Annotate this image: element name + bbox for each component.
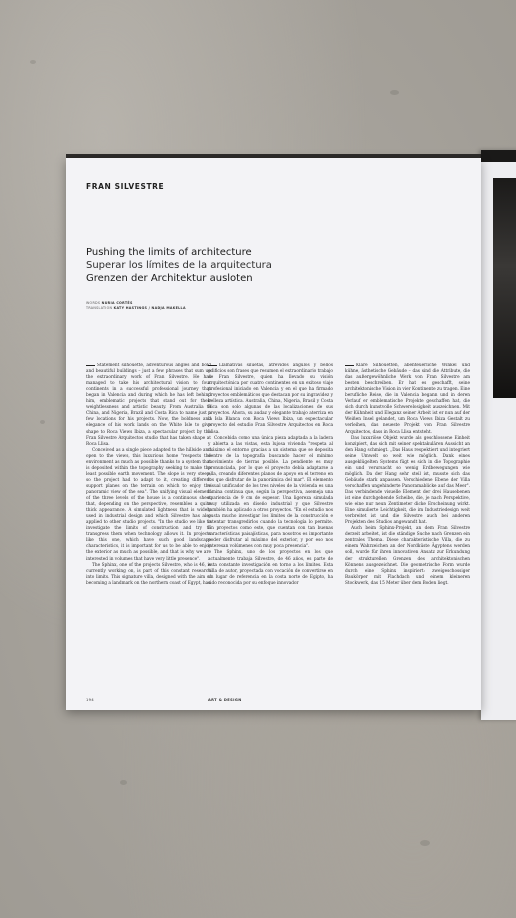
lead-dash [86, 365, 95, 366]
floor-speck [420, 840, 430, 846]
paragraph-text: Statement silhouette, adventurous angles and bold and beautiful buildings – just a few phrases that sum up the extraordinary work of Fran Silvestre. He has managed to take his architectural vision to four continents in a successful professional journey that began in Valencia and during which he has left behind him, emblematic projects that stand out for their weightlessness and artistic beauty. From Australia to China, and Nigeria, Brazil and Costa Rica to name just a few locations for his projects. Now, the boldness and elegance of his work lands on the White Isle to give shape to Roca Views Ibiza, a spectacular project by the Fran Silvestre Arquitectos studio that has taken shape at Roca Llisa. [86, 363, 211, 447]
facing-page-band [481, 150, 516, 162]
article-titles [86, 246, 426, 285]
paragraph [208, 363, 333, 436]
column-english [86, 363, 211, 693]
title-english: Pushing the limits of architecture [86, 247, 252, 258]
paragraph-text: Llamativas siluetas, atrevidos ángulos y bellos edificios son frases que resumen el extraordinario trabajo de Fran Silvestre, quien ha llevado su visión arquitectónica por cuatro continentes en un exitoso viaje profesional iniciado en Valencia y en el que ha firmado proyectos emblemáticos que destacan por su ingravidez y belleza artística. Australia, China, Nigeria, Brasil y Costa Rica son solo algunas de las localizaciones de sus proyectos. Ahora, su audaz y elegante trabajo aterriza en la Isla Blanca con Roca Views Ibiza, un espectacular proyecto del estudio Fran Silvestre Arquitectos en Roca Llisa. [208, 363, 333, 435]
facing-page [481, 150, 516, 720]
translation-names: KATY HASTINGS / NADJA MAKELLA [113, 306, 186, 310]
magazine-section: ART & DESIGN [208, 698, 242, 702]
translation-label: TRANSLATION [86, 306, 113, 310]
floor-speck [30, 60, 36, 64]
column-spanish [208, 363, 333, 693]
title-german: Grenzen der Architektur ausloten [86, 273, 253, 284]
article-credits [86, 301, 186, 311]
paragraph: Auch beim Sphinx-Projekt, an dem Fran Silvestre derzeit arbeitet, ist die ständige Suche nach Grenzen ein zentrales Thema. Diese charakteristische Villa, die zu einem Wahrzeichen an der Nordküste Ägyptens werden soll, wurde für ihren innovativen Ansatz zur Erkundung der strukturellen Grenzen des architektonischen Könnens ausgezeichnet. Die geometrische Form wurde durch eine Sphinx inspiriert: zweigeschossiger Baukörper mit Flachdach und einem kleineren Stockwerk, das 15 Meter über dem Boden liegt. [345, 526, 470, 586]
paragraph: Das luxuriöse Objekt wurde als geschlossene Einheit konzipiert, das sich mit seiner spektakulären Aussicht an den Hang schmiegt. „Das Haus respektiert und integriert seine Umwelt so weit wie möglich. Dank eines ausgeklügelten Systems fügt es sich in die Topographie ein und verursacht so wenig Erdbewegungen wie möglich. Da der Hang sehr steil ist, musste sich das Gebäude stark anpassen. Verschiedene Ebene der Villa verschaffen ungehinderte Panoramablicke auf das Meer". Das verbindende visuelle Element der drei Hausebenen ist eine durchgehende Scheibe, die, je nach Perspektive, wie eine nur neun Zentimeter dicke Erscheinung wirkt. Eine simulierte Leichtigkeit, die im Industriedesign weit verbreitet ist und die Silvestre auch bei anderen Projekten des Studios angewandt hat. [345, 435, 470, 526]
architect-header: FRAN SILVESTRE [86, 182, 165, 191]
title-spanish: Superar los límites de la arquitectura [86, 260, 272, 271]
facing-page-photo [493, 178, 516, 398]
words-name: NURIA CORTÉS [101, 301, 133, 305]
words-label: WORDS [86, 301, 101, 305]
paragraph [345, 363, 470, 436]
lead-dash [345, 365, 354, 366]
paragraph-text: Klare Silhouetten, abenteuerliche Winkel und kühne, ästhetische Gebäude – das sind die Attribute, die das außergewöhnliche Werk von Fran Silvestre am besten beschreiben. Er hat es geschafft, seine architektonische Vision in vier Kontinente zu tragen. Eine berufliche Reise, die in Valencia begann und in deren Verlauf er emblematische Projekte geschaffen hat, die sich durch kunstvolle Schwerelosigkeit auszeichnen. Mit der Kühnheit und Eleganz seiner Arbeit ist er nun auf der Weißen Insel gelandet, um Roca Views Ibiza Gestalt zu verleihen, das neueste Projekt von Fran Silvestre Arquitectos, dass in Roca Llisa entsteht. [345, 363, 470, 435]
floor-speck [120, 780, 127, 785]
paragraph: Conceived as a single piece adapted to the hillside and open to the views, this luxurious home "respects the environment as much as possible thanks to a system that is deposited within the topography seeking to make the least possible earth movement. The slope is very steep, so the project had to adapt to it, creating different support planes on the terrain on which to enjoy the panoramic view of the sea". The unifying visual element of the three levels of the house is a continuous sheet that, depending on the perspective, resembles a quite thick appearance. A simulated lightness that is widely used in industrial design and which Silvestre has also applied to other studio projects. "In the studio we like to investigate the limits of construction and try to transgress them when technology allows it. In projects like this one, which have such good landscape characteristics, it is important for us to be able to enjoy the exterior as much as possible, and that is why we are interested in volumes that have very little presence". [86, 447, 211, 562]
paragraph: The Sphinx, one of the projects Silvestre, who is 46, is currently working on, is part of this constant research into limits. This signature villa, designed with the aim of becoming a landmark on the northern coast of Egypt, has [86, 562, 211, 586]
paragraph: The Sphinx, uno de los proyectos en los que actualmente trabaja Silvestre, de 46 años, es parte de esta constante investigación en torno a los límites. Esta villa de autor, proyectada con vocación de convertirse en un lugar de referencia en la costa norte de Egipto, ha sido reconocida por su enfoque innovador [208, 550, 333, 586]
magazine-page [66, 158, 481, 710]
floor-speck [40, 420, 45, 424]
page-number: 194 [86, 698, 95, 702]
paragraph: Concebida como una única pieza adaptada a la ladera y abierta a las vistas, esta lujosa vivienda "respeta al máximo el entorno gracias a un sistema que se deposita dentro de la topografía buscando hacer el mínimo movimiento de tierras posible. La pendiente es muy pronunciada, por lo que el proyecto debía adaptarse a ella, creando diferentes planos de apoyo en el terreno en los que disfrutar de la panorámica del mar". El elemento visual unificador de los tres niveles de la vivienda es una lámina continua que, según la perspectiva, asemeja una apariencia de 9 cm de espesor. Una ligereza simulada muy utilizada en diseño industrial y que Silvestre también ha aplicado a otros proyectos. "En el estudio nos gusta mucho investigar los límites de la construcción e intentar transgredirlos cuando la tecnología lo permite. En proyectos como este, que cuentan con tan buenas características paisajísticas, para nosotros es importante poder disfrutar al máximo del exterior, y por eso nos interesan volúmenes con muy poca presencia". [208, 435, 333, 550]
paragraph [86, 363, 211, 448]
column-german [345, 363, 470, 693]
translation-credit [86, 306, 186, 311]
lead-dash [208, 365, 217, 366]
floor-speck [390, 90, 399, 95]
